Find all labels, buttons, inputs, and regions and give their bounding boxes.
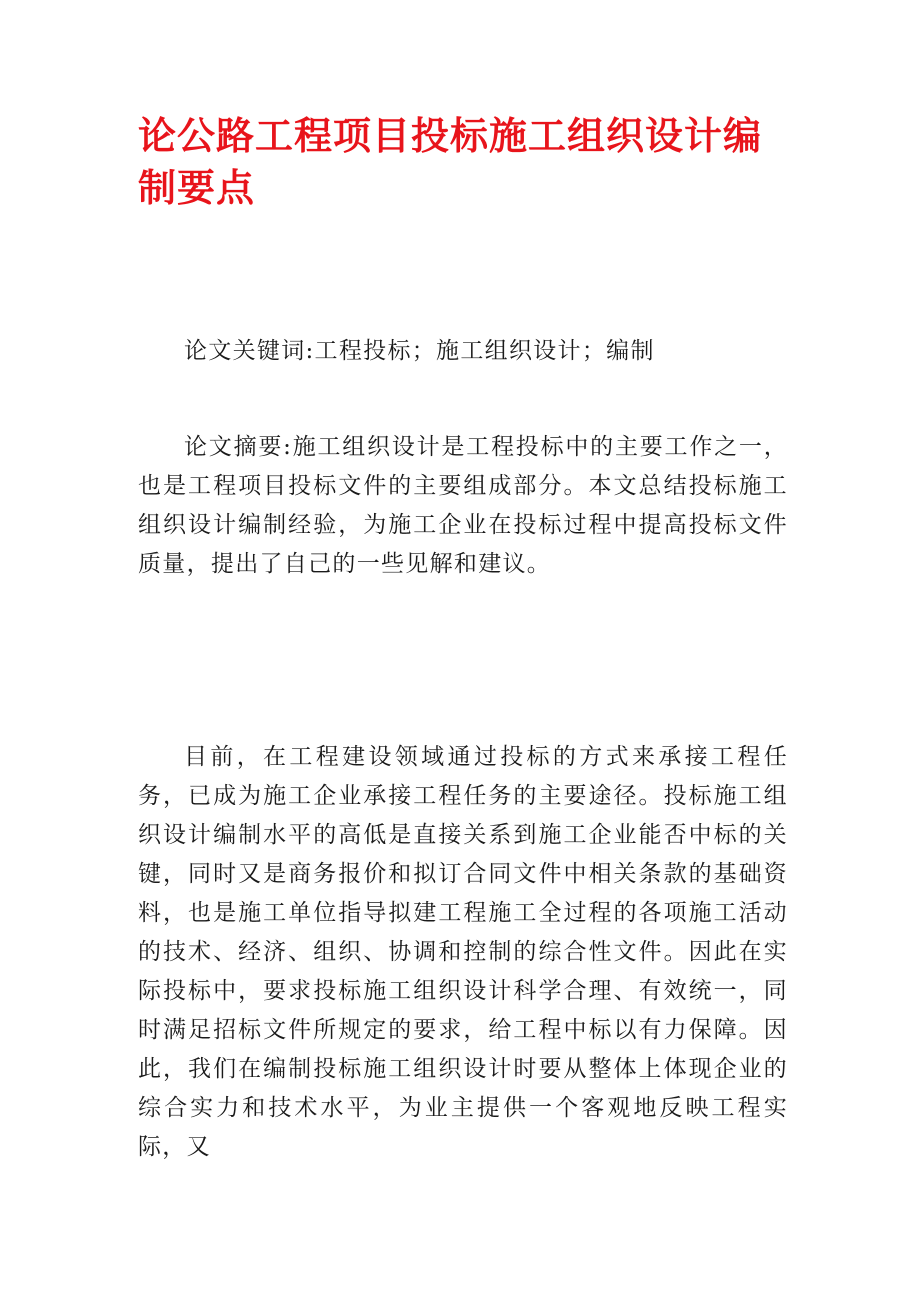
keywords-paragraph: 论文关键词:工程投标；施工组织设计；编制 [184,338,655,364]
body-paragraph: 目前，在工程建设领域通过投标的方式来承接工程任务，已成为施工企业承接工程任务的主要途径。投标施工组织设计编制水平的高低是直接关系到施工企业能否中标的关键，同时又是商务报价和拟订合同文件中相关条款的基础资料，也是施工单位指导拟建工程施工全过程的各项施工活动的技术、经济、组织、协调和控制的综合性文件。因此在实际投标中，要求投标施工组织设计科学合理、有效统一，同时满足招标文件所规定的要求，给工程中标以有力保障。因此，我们在编制投标施工组织设计时要从整体上体现企业的综合实力和技术水平，为业主提供一个客观地反映工程实际，又 [138,744,788,1160]
document-title: 论公路工程项目投标施工组织设计编制要点 [138,114,763,210]
document-page [138,110,788,1167]
abstract-paragraph: 论文摘要:施工组织设计是工程投标中的主要工作之一，也是工程项目投标文件的主要组成部分。本文总结投标施工组织设计编制经验，为施工企业在投标过程中提高投标文件质量，提出了自己的一些见解和建议。 [138,434,788,577]
